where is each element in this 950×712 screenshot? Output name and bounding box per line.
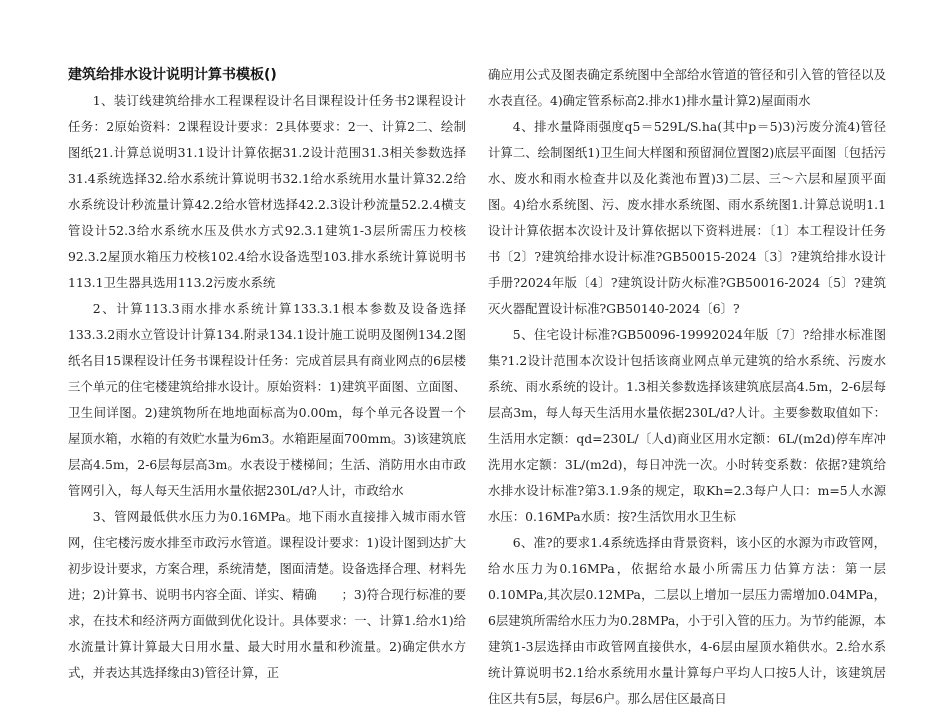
paragraph-6: 6、准?的要求1.4系统选择由背景资料，该小区的水源为市政管网，给水压力为0.16MPa，依据给水最小所需压力估算方法：第一层0.10MPa,其次层0.12MPa，二层以上增加一层压力需增加0.04MPa，6层建筑所需给水压力为0.28MPa，小于引入管的压力。为节约能源，本建筑1-3层选择由市政管网直接供水，4-6层由屋顶水箱供水。2.给水系统计算说明书2.1给水系统用水量计算每户平均人口按5人计，该建筑居住区共有5层，每层6户。那么居住区最高日 bbox=[488, 535, 886, 706]
paragraph-3: 3、管网最低供水压力为0.16MPa。地下雨水直接排入城市雨水管网，住宅楼污废水排至市政污水管道。课程设计要求：1)设计图到达扩大初步设计要求，方案合理，系统清楚，图面清楚。设备选择合理、材料先进；2)计算书、说明书内容全面、详实、精确 ；3)符合现行标准的要求，在技术和经济两方面做到优化设计。具体要求：一、计算1.给水1)给水流量计算计算最大日用水量、最大时用水量和秒流量。2)确定供水方式，并表达其选择缘由3)管径计算，正 bbox=[68, 509, 466, 680]
paragraph-5: 5、住宅设计标准?GB50096-19992024年版〔7〕?给排水标准图集?1.2设计范围本次设计包括该商业网点单元建筑的给水系统、污废水系统、雨水系统的设计。1.3相关参数选择该建筑底层高4.5m，2-6层每层高3m，每人每天生活用水量依据230L/d?人计。主要参数取值如下：生活用水定额：qd=230L/〔人d)商业区用水定额：6L/(m2d)停车库冲洗用水定额：3L/(m2d)，每日冲洗一次。小时转变系数：依据?建筑给水排水设计标准?第3.1.9条的规定，取Kh=2.3每户人口：m=5人水源水压：0.16MPa水质：按?生活饮用水卫生标 bbox=[488, 327, 886, 524]
paragraph-1: 1、装订线建筑给排水工程课程设计名目课程设计任务书2课程设计任务：2原始资料：2课程设计要求：2具体要求：2一、计算2二、绘制图纸21.计算总说明31.1设计计算依据31.2设计范围31.3相关参数选择31.4系统选择32.给水系统计算说明书32.1给水系统用水量计算32.2给水系统设计秒流量计算42.2给水管材选择42.2.3设计秒流量52.2.4横支管设计52.3给水系统水压及供水方式92.3.1建筑1-3层所需压力校核92.3.2屋顶水箱压力校核102.4给水设备选型103.排水系统计算说明书113.1卫生器具选用113.2污废水系统 bbox=[68, 93, 466, 290]
paragraph-3-continued: 确应用公式及图表确定系统图中全部给水管道的管径和引入管的管径以及水表直径。4)确定管系标高2.排水1)排水量计算2)屋面雨水 bbox=[488, 67, 886, 108]
paragraph-4: 4、排水量降雨强度q5＝529L/S.ha(其中p＝5)3)污废分流4)管径计算二、绘制图纸1)卫生间大样图和预留洞位置图2)底层平面图〔包括污水、废水和雨水检查井以及化粪池布置)3)二层、三～六层和屋顶平面图。4)给水系统图、污、废水排水系统图、雨水系统图1.计算总说明1.1设计计算依据本次设计及计算依据以下资料进展：〔1〕本工程设计任务书〔2〕?建筑给排水设计标准?GB50015-2024〔3〕?建筑给排水设计手册?2024年版〔4〕?建筑设计防火标准?GB50016-2024〔5〕?建筑灭火器配置设计标准?GB50140-2024〔6〕? bbox=[488, 119, 886, 316]
right-column bbox=[488, 62, 886, 712]
paragraph-2: 2、计算113.3雨水排水系统计算133.3.1根本参数及设备选择133.3.2雨水立管设计计算134.附录134.1设计施工说明及图例134.2图纸名目15课程设计任务书课程设计任务：完成首层具有商业网点的6层楼三个单元的住宅楼建筑给排水设计。原始资料：1)建筑平面图、立面图、卫生间详图。2)建筑物所在地地面标高为0.00m，每个单元各设置一个屋顶水箱，水箱的有效贮水量为6m3。水箱距屋面700mm。3)该建筑底层高4.5m，2-6层每层高3m。水表设于楼梯间；生活、消防用水由市政管网引入，每人每天生活用水量依据230L/d?人计，市政给水 bbox=[68, 301, 466, 498]
left-column bbox=[68, 62, 466, 686]
document-title: 建筑给排水设计说明计算书模板() bbox=[68, 67, 277, 83]
